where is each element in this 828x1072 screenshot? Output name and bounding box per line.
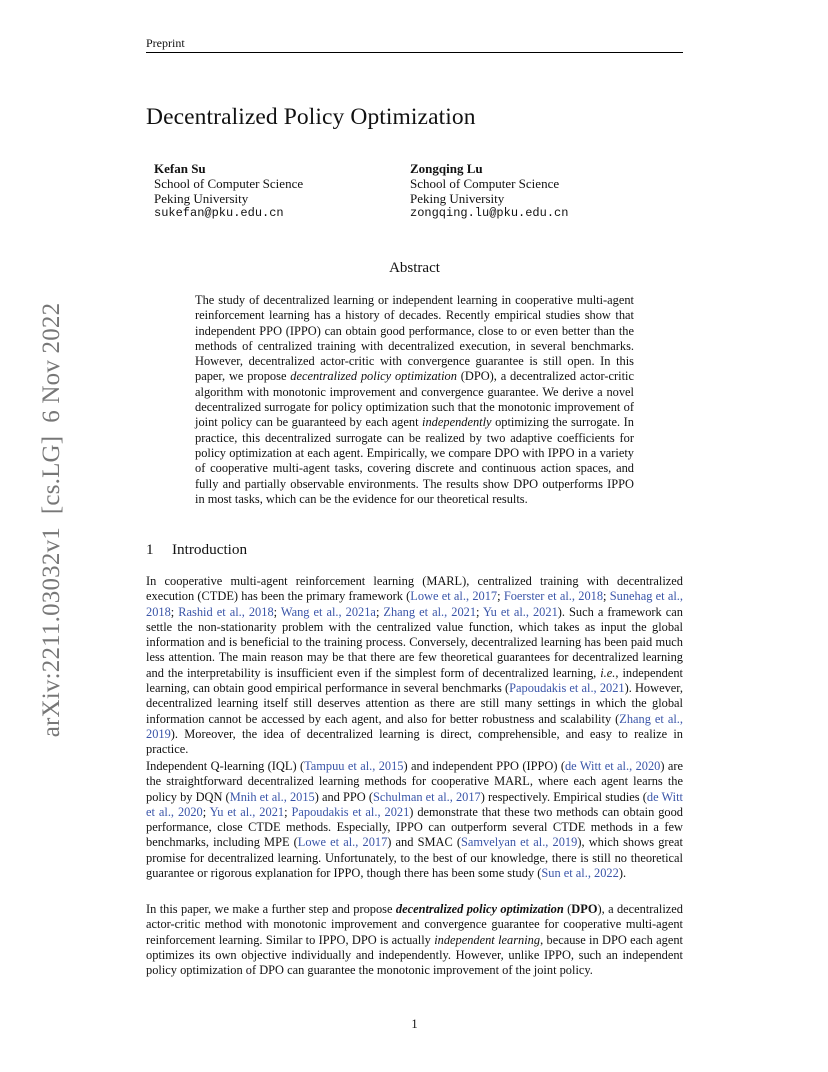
body-text: ( — [563, 902, 572, 916]
author-name: Kefan Su — [154, 161, 206, 176]
abstract-text-run: The study of decentralized learning or independent learning in cooperative multi-agent reinforcement learning has a history of decades. Recently empirical studies show that independent PPO (IPPO) can obtain good performance, close to or even better than the methods of centralized training with decentralized execution, in several benchmarks. However, decentralized actor-critic with convergence guarantee is still open. In this paper, we propose — [195, 293, 634, 384]
author-block-1 — [154, 161, 303, 221]
citation-link[interactable]: de Witt et al., 2020 — [146, 789, 683, 819]
body-text: , because in DPO each agent optimizes its own objective individually and independently. However, unlike IPPO, such an independent policy optimization of DPO can guarantee the monotonic improvement of the joint policy. — [146, 932, 683, 978]
section-heading — [146, 541, 247, 559]
citation-link[interactable]: Schulman et al., 2017 — [372, 789, 481, 804]
citation-link[interactable]: Foerster et al., 2018 — [503, 589, 604, 604]
intro-paragraph-1: In cooperative multi-agent reinforcement learning (MARL), centralized training with decentralized execution (CTDE) has been the primary framework (Lowe et al., 2017; Foerster et al., 2018; Sunehag et al., 2018; Rashid et al., 2018; Wang et al., 2021a; Zhang et al., 2021; Yu et al., 2021). Such a framework can settle the non-stationarity problem with the centralized value function, which takes as input the global information and is beneficial to the training process. Conversely, decentralized learning has been paid much less attention. The main reason may be that there are few theoretical guarantees for decentralized learning and the interpretability is insufficient even if the simplest form of decentralized learning, i.e., independent learning, can obtain good empirical performance in several benchmarks (Papoudakis et al., 2021). However, decentralized learning itself still deserves attention as there are still many settings in which the global information cannot be accessed by each agent, and also for better robustness and scalability (Zhang et al., 2019). Moreover, the idea of decentralized learning is direct, comprehensible, and easy to realize in practice. — [146, 574, 684, 757]
citation-link[interactable]: Zhang et al., 2019 — [146, 711, 683, 741]
body-text: ). However, decentralized learning itself still deserves attention as there are still many settings in which the global information cannot be accessed by each agent, and also for better robustness and scalability ( — [146, 681, 684, 726]
header-rule — [146, 52, 683, 53]
body-text: In cooperative multi-agent reinforcement learning (MARL), centralized training with decentralized execution (CTDE) has been the primary framework ( — [146, 574, 683, 604]
body-text: ), a decentralized actor-critic method with monotonic improvement and convergence guarantee for cooperative multi-agent reinforcement learning. Similar to IPPO, DPO is actually — [146, 902, 684, 947]
abstract-text — [195, 293, 634, 507]
body-text: ), which shows great promise for decentralized learning. Unfortunately, to the best of our knowledge, there is still no theoretical guarantee or rigorous explanation for IPPO, though there has been some study ( — [146, 835, 683, 881]
abstract-text-run: (DPO), a decentralized actor-critic algorithm with monotonic improvement and convergence guarantee. We derive a novel decentralized surrogate for policy optimization such that the monotonic improvement of joint policy can be guaranteed by each agent — [195, 369, 634, 430]
citation-link[interactable]: Samvelyan et al., 2019 — [460, 835, 578, 850]
body-text: ) are the straightforward decentralized learning methods for cooperative MARL, where each agent learns the policy by DQN ( — [146, 759, 683, 804]
body-text: Independent Q-learning (IQL) ( — [146, 759, 305, 773]
citation-link[interactable]: Mnih et al., 2015 — [229, 789, 315, 804]
arxiv-stamp — [38, 303, 66, 738]
author-institution: Peking University — [154, 191, 249, 206]
abstract-text-run: optimizing the surrogate. In practice, this decentralized surrogate can be realized by two adaptive coefficients for policy optimization at each agent. Empirically, we compare DPO with IPPO in a variety of cooperative multi-agent tasks, covering discrete and continuous action spaces, and fully and partially observable environments. The results show DPO outperforms IPPO in most tasks, which can be the evidence for our theoretical results. — [195, 415, 634, 506]
body-text: ) and PPO ( — [314, 789, 373, 804]
running-header: Preprint — [146, 36, 185, 50]
author-email: sukefan@pku.edu.cn — [154, 206, 284, 220]
citation-link[interactable]: Yu et al., 2021 — [209, 804, 285, 819]
citation-link[interactable]: Papoudakis et al., 2021 — [509, 681, 625, 696]
citation-link[interactable]: Tampuu et al., 2015 — [304, 759, 404, 773]
citation-link[interactable]: Yu et al., 2021 — [483, 604, 558, 619]
paper-title: Decentralized Policy Optimization — [146, 104, 476, 130]
citation-link[interactable]: Zhang et al., 2021 — [383, 604, 477, 619]
intro-paragraph-3 — [146, 902, 683, 978]
body-text: ). — [618, 866, 627, 881]
body-emph: independent learning — [434, 932, 541, 947]
body-bold: DPO — [571, 902, 598, 916]
arxiv-stamp-text: arXiv:2211.03032v1 [cs.LG] 6 Nov 2022 — [38, 302, 65, 738]
body-emph: i.e. — [600, 665, 616, 680]
author-block-2 — [410, 161, 568, 221]
body-text: ). Moreover, the idea of decentralized learning is direct, comprehensible, and easy to realize in practice. — [146, 726, 683, 757]
author-department: School of Computer Science — [154, 176, 304, 191]
abstract-heading: Abstract — [389, 260, 440, 276]
citation-link[interactable]: Wang et al., 2021a — [280, 604, 376, 619]
citation-link[interactable]: Lowe et al., 2017 — [297, 835, 388, 850]
abstract-emph: decentralized policy optimization — [290, 369, 457, 384]
intro-paragraph-2: Independent Q-learning (IQL) (Tampuu et al., 2015) and independent PPO (IPPO) (de Witt et al., 2020) are the straightforward decentralized learning methods for cooperative MARL, where each agent learns the policy by DQN (Mnih et al., 2015) and PPO (Schulman et al., 2017) respectively. Empirical studies (de Witt et al., 2020; Yu et al., 2021; Papoudakis et al., 2021) demonstrate that these two methods can obtain good performance, close CTDE methods. Especially, IPPO can outperform several CTDE methods in a few benchmarks, including MPE (Lowe et al., 2017) and SMAC (Samvelyan et al., 2019), which shows great promise for decentralized learning. Unfortunately, to the best of our knowledge, there is still no theoretical guarantee or rigorous explanation for IPPO, though there has been some study (Sun et al., 2022). — [146, 759, 683, 881]
body-text: In this paper, we make a further step and propose — [146, 902, 396, 916]
body-text: , independent learning, can obtain good empirical performance in several benchmarks ( — [146, 665, 683, 696]
citation-link[interactable]: Sun et al., 2022 — [541, 866, 619, 881]
author-email: zongqing.lu@pku.edu.cn — [410, 206, 569, 220]
citation-link[interactable]: de Witt et al., 2020 — [564, 759, 661, 773]
citation-link[interactable]: Papoudakis et al., 2021 — [291, 804, 410, 819]
citation-link[interactable]: Rashid et al., 2018 — [178, 604, 274, 619]
section-title: Introduction — [172, 541, 248, 558]
body-bold-emph: decentralized policy optimization — [395, 902, 564, 916]
body-text: ) demonstrate that these two methods can obtain good performance, close CTDE methods. Especially, IPPO can outperform several CTDE methods in a few benchmarks, including MPE ( — [146, 804, 683, 850]
abstract-emph: independently — [422, 415, 492, 430]
citation-link[interactable]: Sunehag et al., 2018 — [146, 589, 683, 619]
body-text: ) and independent PPO (IPPO) ( — [403, 759, 565, 773]
body-text: ). Such a framework can settle the non-stationarity problem with the centralized value function, which takes as input the global information and is beneficial to the training process. Conversely, decentralized learning has been paid much less attention. The main reason may be that there are few theoretical guarantees for decentralized learning and the interpretability is insufficient even if the simplest form of decentralized learning, — [146, 604, 683, 680]
citation-link[interactable]: Lowe et al., 2017 — [410, 589, 498, 604]
author-department: School of Computer Science — [410, 176, 560, 191]
section-number: 1 — [146, 541, 154, 558]
author-name: Zongqing Lu — [410, 161, 483, 176]
author-institution: Peking University — [410, 191, 505, 206]
body-text: ) and SMAC ( — [387, 835, 461, 850]
page-number: 1 — [411, 1017, 418, 1031]
body-text: ) respectively. Empirical studies ( — [480, 789, 647, 804]
